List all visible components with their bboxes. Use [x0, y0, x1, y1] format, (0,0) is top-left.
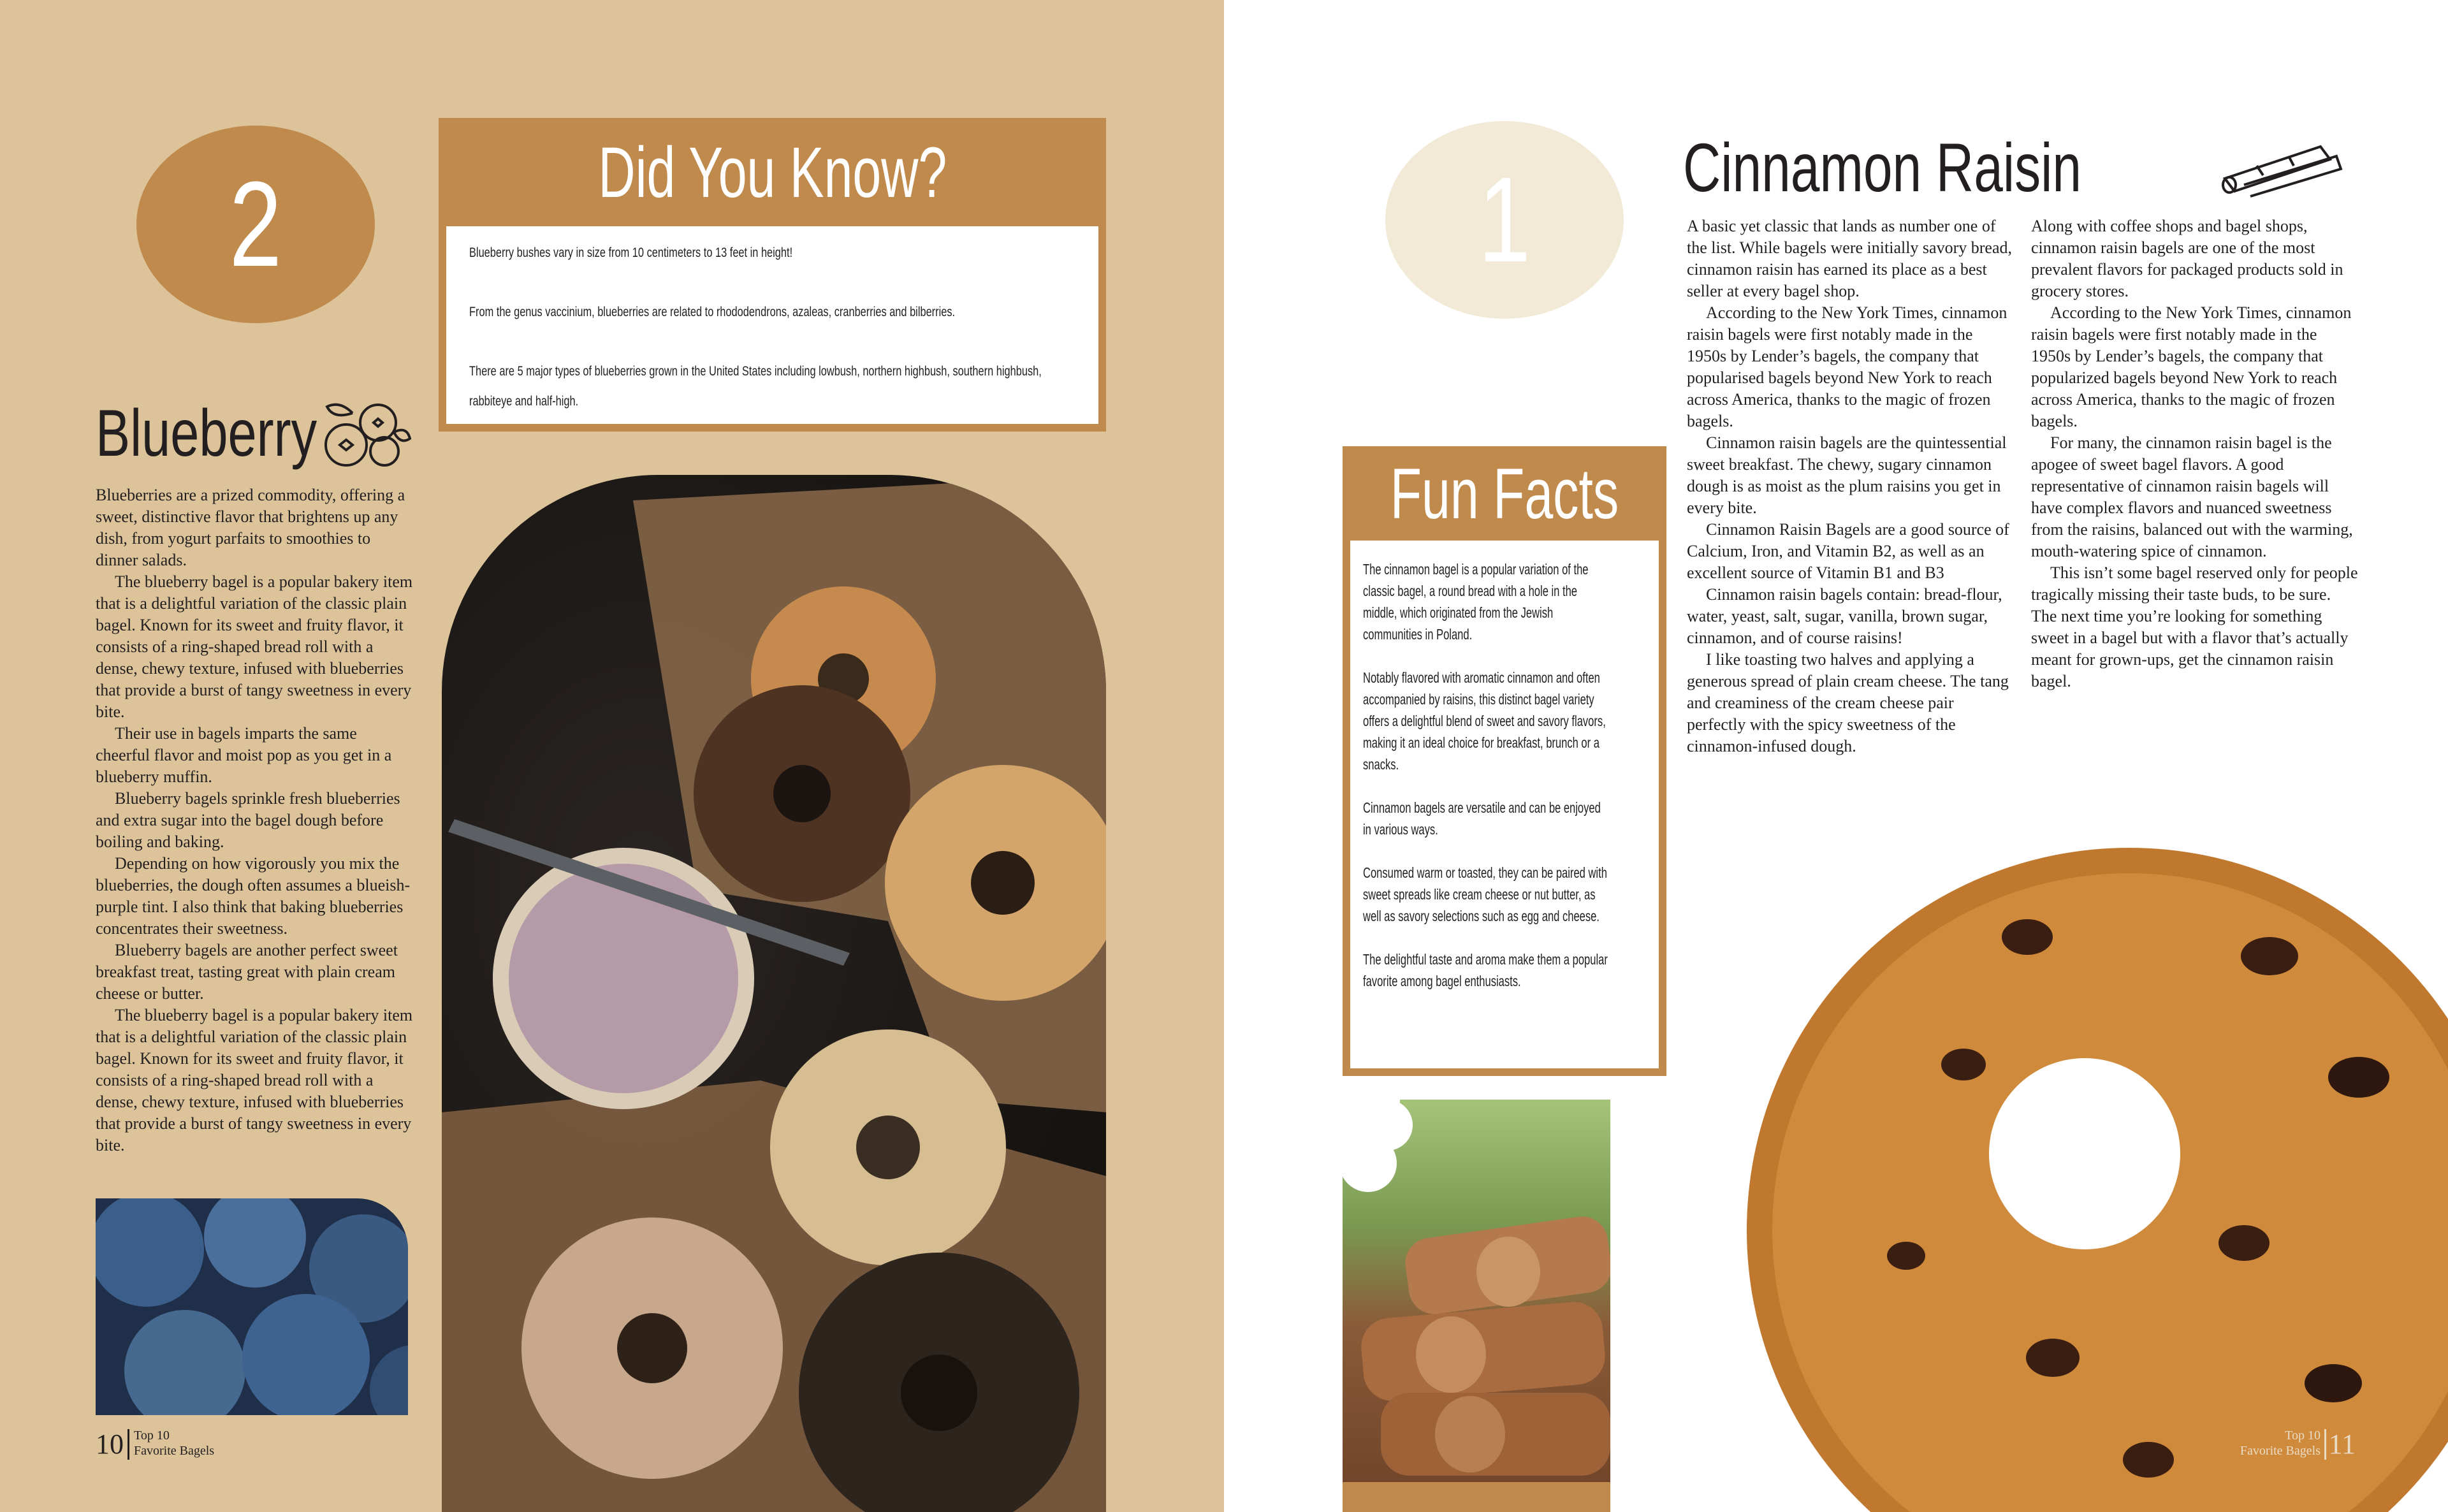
- page-number: 11: [2328, 1428, 2356, 1460]
- article-paragraph: Along with coffee shops and bagel shops, cinnamon raisin bagels are one of the most prevalent flavors for packaged products sold in grocery stores.: [2031, 217, 2343, 300]
- fact-item: Consumed warm or toasted, they can be paired with sweet spreads like cream cheese or nut butter, as well as savory selections such as egg and cheese.: [1363, 864, 1607, 924]
- article-paragraph: A basic yet classic that lands as number one of the list. While bagels were initially savory bread, cinnamon raisin has earned its place as a best seller at every bagel shop.: [1687, 217, 2012, 300]
- folio-line2: Favorite Bagels: [134, 1444, 215, 1458]
- cinnamon-sticks-photo: [1343, 1100, 1610, 1512]
- blueberries-photo: [96, 1198, 408, 1415]
- article-paragraph: The blueberry bagel is a popular bakery item that is a delightful variation of the classic plain bagel. Known for its sweet and fruity flavor, it consists of a ring-shaped bread roll with a dense, chewy texture, infused with blueberries that provide a burst of tangy sweetness in every bite.: [96, 572, 413, 721]
- article-paragraph: Cinnamon raisin bagels contain: bread-flour, water, yeast, salt, sugar, vanilla, brown sugar, cinnamon, and of course raisins!: [1687, 585, 2002, 647]
- page-folio-right: [2238, 1427, 2356, 1462]
- article-paragraph: Blueberries are a prized commodity, offering a sweet, distinctive flavor that brightens up any dish, from yogurt parfaits to smoothies to dinner salads.: [96, 486, 405, 569]
- fun-facts-body: [1350, 541, 1659, 1068]
- page-number: 10: [96, 1428, 124, 1460]
- did-you-know-box: [439, 118, 1106, 432]
- rank-circle-2: [136, 126, 375, 323]
- article-paragraph: According to the New York Times, cinnamon raisin bagels were first notably made in the 1950s by Lender’s bagels, the company that popularised bagels beyond New York to reach across America, thanks to the magic of frozen bagels.: [1687, 303, 2007, 430]
- cinnamon-raisin-bagel-photo: [1696, 746, 2448, 1512]
- fact-item: There are 5 major types of blueberries grown in the United States including lowbush, northern highbush, southern highbush, rabbiteye and half-high.: [469, 364, 1042, 409]
- article-paragraph: Cinnamon Raisin Bagels are a good source of Calcium, Iron, and Vitamin B2, as well as an excellent source of Vitamin B1 and B3: [1687, 520, 2009, 582]
- did-you-know-heading: Did You Know?: [598, 132, 947, 212]
- cinnamon-article-column-1: [1687, 215, 2015, 757]
- cinnamon-sticks-icon: [2218, 140, 2346, 198]
- rank-number: 1: [1478, 152, 1531, 287]
- blueberries-illustration: [96, 1198, 408, 1415]
- fact-item: The delightful taste and aroma make them a popular favorite among bagel enthusiasts.: [1363, 951, 1608, 989]
- article-paragraph: The blueberry bagel is a popular bakery item that is a delightful variation of the classic plain bagel. Known for its sweet and fruity flavor, it consists of a ring-shaped bread roll with a dense, chewy texture, infused with blueberries that provide a burst of tangy sweetness in every bite.: [96, 1006, 413, 1154]
- cinnamon-sticks-illustration: [1343, 1100, 1610, 1512]
- fact-item: Blueberry bushes vary in size from 10 centimeters to 13 feet in height!: [469, 245, 793, 260]
- fact-item: From the genus vaccinium, blueberries are related to rhododendrons, azaleas, cranberries and bilberries.: [469, 305, 956, 319]
- article-paragraph: Depending on how vigorously you mix the blueberries, the dough often assumes a blueish-purple tint. I also think that baking blueberries concentrates their sweetness.: [96, 854, 411, 938]
- fact-item: Cinnamon bagels are versatile and can be enjoyed in various ways.: [1363, 799, 1601, 838]
- section-title-blueberry: Blueberry: [96, 396, 317, 470]
- article-paragraph: Cinnamon raisin bagels are the quintessential sweet breakfast. The chewy, sugary cinnamon dough is as moist as the plum raisins you get in every bite.: [1687, 433, 2007, 517]
- bagels-illustration: [442, 475, 1106, 1512]
- fact-item: The cinnamon bagel is a popular variation of the classic bagel, a round bread with a hole in the middle, which originated from the Jewish communities in Poland.: [1363, 561, 1589, 643]
- folio-divider: [2324, 1429, 2326, 1460]
- did-you-know-body: [446, 226, 1098, 424]
- cinnamon-article-column-2: [2031, 215, 2359, 692]
- blueberry-article: [96, 484, 414, 1156]
- rank-circle-1: [1385, 121, 1624, 319]
- rank-number: 2: [229, 157, 282, 292]
- folio-line1: Top 10: [2285, 1428, 2320, 1443]
- article-paragraph: This isn’t some bagel reserved only for people tragically missing their taste buds, to be sure. The next time you’re looking for something sweet in a bagel but with a flavor that’s actually meant for grown-ups, get the cinnamon raisin bagel.: [2031, 563, 2358, 690]
- fun-facts-heading: Fun Facts: [1343, 446, 1666, 541]
- article-paragraph: I like toasting two halves and applying a generous spread of plain cream cheese. The tang and creaminess of the cream cheese pair perfectly with the spicy sweetness of the cinnamon-infused dough.: [1687, 650, 2009, 755]
- article-paragraph: For many, the cinnamon raisin bagel is the apogee of sweet bagel flavors. A good representative of cinnamon raisin bagels will have complex flavors and nuanced sweetness from the raisins, balanced out with the warming, mouth-watering spice of cinnamon.: [2031, 433, 2353, 560]
- article-paragraph: According to the New York Times, cinnamon raisin bagels were first notably made in the 1950s by Lender’s bagels, the company that popularized bagels beyond New York to reach across America, thanks to the magic of frozen bagels.: [2031, 303, 2352, 430]
- right-page: [1224, 0, 2448, 1512]
- article-paragraph: Blueberry bagels are another perfect sweet breakfast treat, tasting great with plain cream cheese or butter.: [96, 941, 398, 1003]
- folio-line1: Top 10: [134, 1428, 170, 1443]
- section-title-cinnamon-raisin: Cinnamon Raisin: [1683, 129, 2082, 206]
- folio-divider: [127, 1429, 129, 1460]
- blueberry-icon: [317, 394, 413, 470]
- fact-item: Notably flavored with aromatic cinnamon and often accompanied by raisins, this distinct bagel variety offers a delightful blend of sweet and savory flavors, making it an ideal choice for breakfast, brunch or a snacks.: [1363, 669, 1606, 773]
- article-paragraph: Their use in bagels imparts the same cheerful flavor and moist pop as you get in a blueberry muffin.: [96, 724, 392, 786]
- fun-facts-box: [1343, 446, 1666, 1076]
- folio-line2: Favorite Bagels: [2240, 1444, 2320, 1458]
- bagels-photo: [442, 475, 1106, 1512]
- article-paragraph: Blueberry bagels sprinkle fresh blueberries and extra sugar into the bagel dough before boiling and baking.: [96, 789, 400, 851]
